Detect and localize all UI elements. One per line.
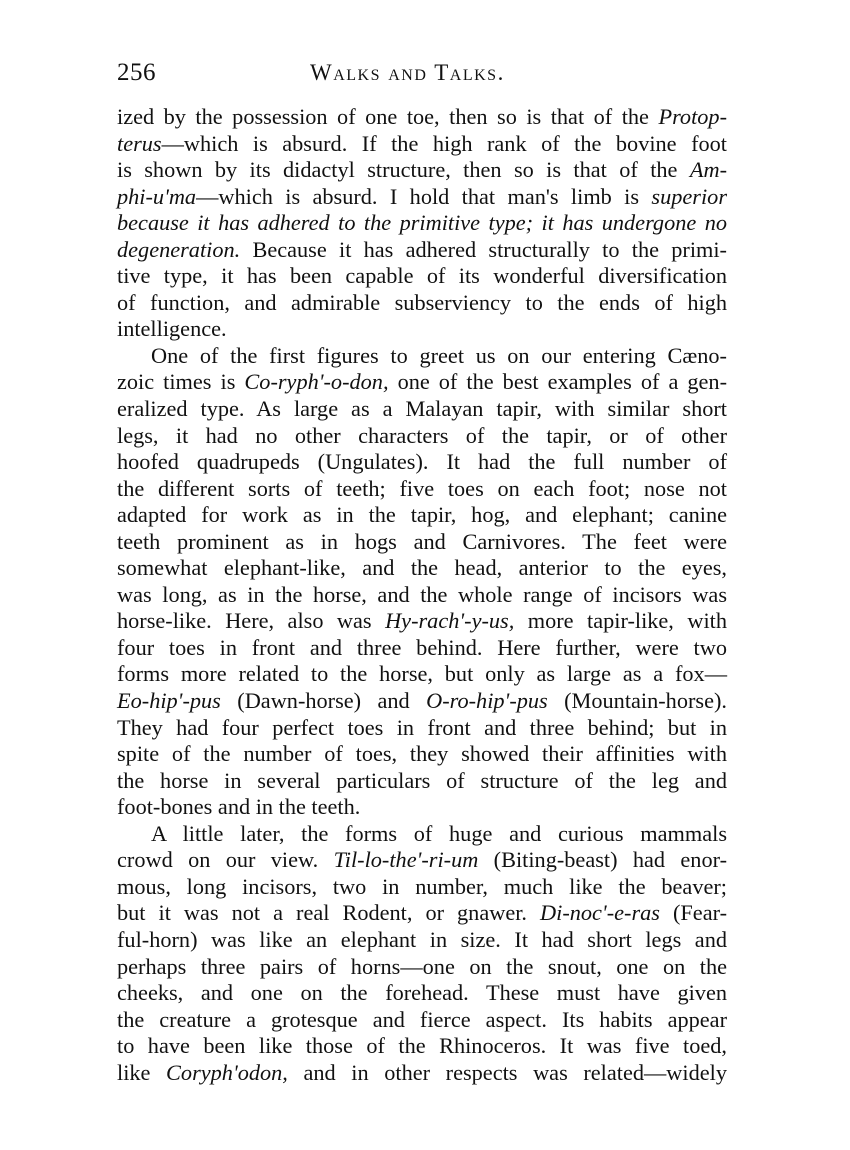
text-line: the different sorts of teeth; five toes on each foot; nose not [117, 475, 727, 501]
text-line: cheeks, and one on the forehead. These must have given [117, 980, 727, 1006]
text-line: eralized type. As large as a Malayan tapir, with similar short [117, 396, 727, 422]
text-line: crowd on our view. Til-lo-the'-ri-um (Biting-beast) had enor- [117, 847, 727, 873]
text-line: A little later, the forms of huge and curious mammals [151, 820, 727, 846]
text-line: ful-horn) was like an elephant in size. It had short legs and [117, 926, 727, 952]
text-line: perhaps three pairs of horns—one on the snout, one on the [117, 953, 727, 979]
text-line: because it has adhered to the primitive type; it has undergone no [117, 210, 727, 236]
text-line: One of the first figures to greet us on our entering Cæno- [151, 342, 727, 368]
text-line: the horse in several particulars of structure of the leg and [117, 767, 727, 793]
running-head [117, 58, 727, 92]
text-line: the creature a grotesque and fierce aspect. Its habits appear [117, 1006, 727, 1032]
text-line: but it was not a real Rodent, or gnawer. Di-noc'-e-ras (Fear- [117, 900, 727, 926]
text-line: foot-bones and in the teeth. [117, 794, 361, 820]
text-line: intelligence. [117, 316, 227, 342]
text-line: ized by the possession of one toe, then so is that of the Protop- [117, 104, 727, 129]
text-line: to have been like those of the Rhinoceros. It was five toed, [117, 1033, 727, 1059]
text-line: spite of the number of toes, they showed their affinities with [117, 741, 727, 767]
text-line: teeth prominent as in hogs and Carnivores. The feet were [117, 528, 727, 554]
text-line: degeneration. Because it has adhered structurally to the primi- [117, 236, 727, 262]
text-line: zoic times is Co-ryph'-o-don, one of the best examples of a gen- [117, 369, 727, 395]
text-line: legs, it had no other characters of the tapir, or of other [117, 422, 727, 448]
text-line: phi-u'ma—which is absurd. I hold that man's limb is superior [117, 183, 727, 209]
text-line: mous, long incisors, two in number, much like the beaver; [117, 873, 727, 899]
text-line: terus—which is absurd. If the high rank of the bovine foot [117, 130, 727, 156]
text-line: horse-like. Here, also was Hy-rach'-y-us, more tapir-like, with [117, 608, 727, 634]
text-line: is shown by its didactyl structure, then so is that of the Am- [117, 157, 727, 183]
text-line: like Coryph'odon, and in other respects was related—widely [117, 1059, 727, 1085]
text-line: tive type, it has been capable of its wonderful diversification [117, 263, 727, 289]
text-line: hoofed quadrupeds (Ungulates). It had the full number of [117, 449, 727, 475]
text-line: They had four perfect toes in front and three behind; but in [117, 714, 727, 740]
text-line: forms more related to the horse, but only as large as a fox— [117, 661, 727, 687]
text-line: Eo-hip'-pus (Dawn-horse) and O-ro-hip'-pus (Mountain-horse). [117, 688, 727, 714]
text-line: of function, and admirable subserviency to the ends of high [117, 289, 727, 315]
running-title: Walks and Talks. [310, 60, 505, 85]
text-line: adapted for work as in the tapir, hog, and elephant; canine [117, 502, 727, 528]
text-line: four toes in front and three behind. Here further, were two [117, 634, 727, 660]
text-line: was long, as in the horse, and the whole range of incisors was [117, 581, 727, 607]
body-text [117, 104, 727, 1086]
page-number: 256 [117, 59, 156, 86]
text-line: somewhat elephant-like, and the head, anterior to the eyes, [117, 555, 727, 581]
